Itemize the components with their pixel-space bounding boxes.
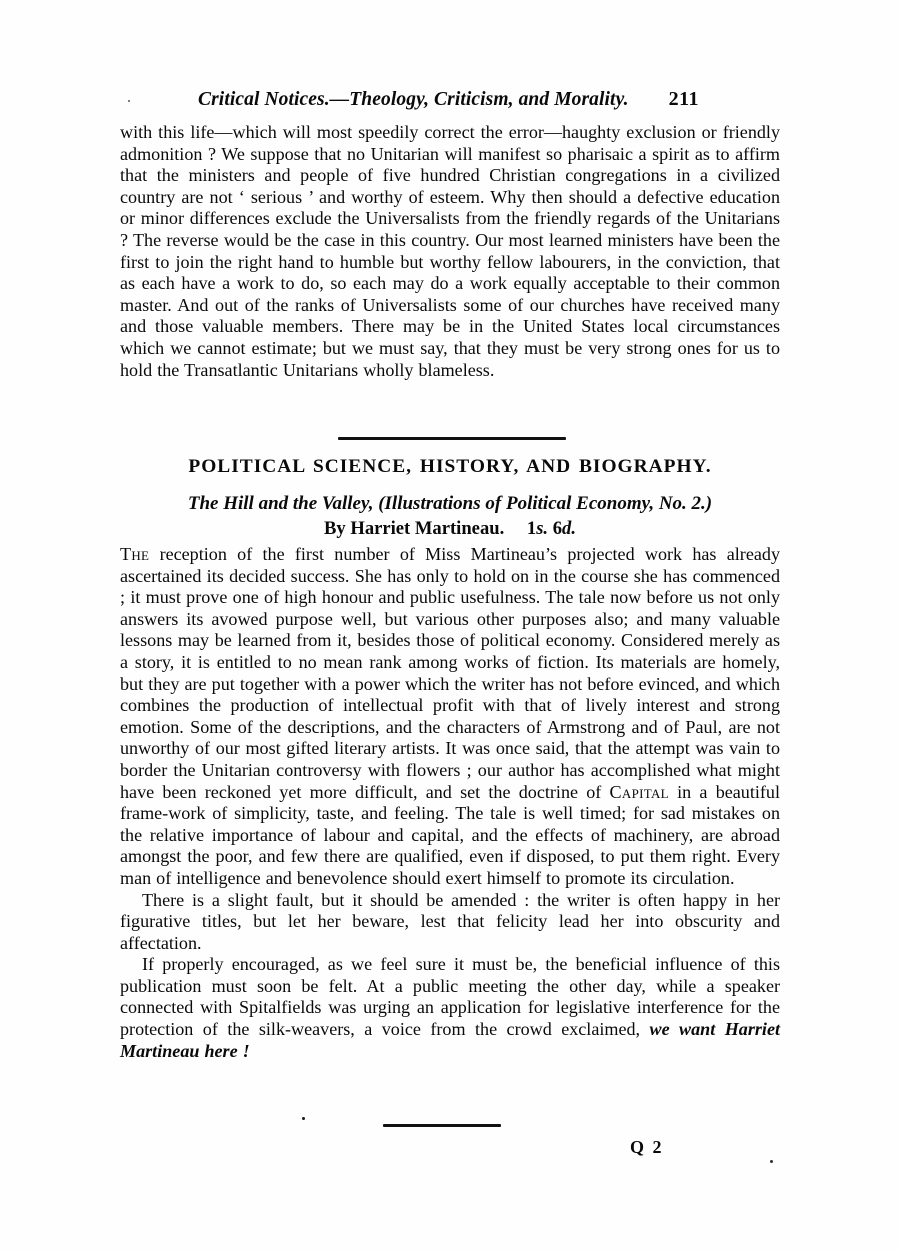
section-divider-rule [338,437,566,440]
running-head-title: Critical Notices.—Theology, Criticism, and Morality. [198,89,629,110]
price-pence-unit: d. [562,518,576,539]
capital-smallcaps-term: Capital [609,781,669,802]
ink-speck [302,1117,305,1120]
paragraph-opening-smallcaps: The [120,544,150,564]
ink-speck [770,1160,773,1163]
ink-speck [128,100,130,102]
quoted-exclamation: we want Harriet Martineau here ! [120,1019,780,1061]
paragraph [120,954,780,1062]
paragraph: There is a slight fault, but it should be amended : the writer is often happy in her figurative titles, but let her beware, lest that felicity lead her into obscurity and affectation. [120,889,780,953]
paragraph-body: reception of the first number of Miss Martineau’s projected work has already ascertained its decided success. She has only to hold on in the course she has commenced ; it must prove one of high honour and public usefulness. The tale now before us not only answers its avowed purpose well, but various other purposes also; and many valuable lessons may be learned from it, besides those of political economy. Considered merely as a story, it is entitled to no mean rank among works of fiction. Its materials are homely, but they are put together with a power which the writer has not before evinced, and which combines the production of intellectual profit with that of lively interest and strong emotion. Some of the descriptions, and the characters of Armstrong and of Paul, are not unworthy of our most gifted literary artists. It was once said, that the attempt was vain to border the Unitarian controversy with flowers ; our author has accomplished what might have been reckoned yet more difficult, and set the doctrine of [120,544,780,802]
price-pence-amount: 6 [548,518,563,539]
price-shilling-amount: 1 [526,518,537,539]
price-shilling-unit: s. [536,518,549,539]
paragraph [120,544,780,890]
footer-divider-rule [383,1124,501,1127]
review-text-block [120,544,780,1062]
book-author-byline: By Harriet Martineau. [324,518,505,539]
opening-text-block [120,122,780,381]
reviewed-book-byline-line [120,517,780,540]
page-folio-number: 211 [668,88,699,110]
book-price [527,518,576,539]
paragraph: with this life—which will most speedily correct the error—haughty exclusion or friendly admonition ? We suppose that no Unitarian will manifest so pharisaic a spirit as to affirm that the ministers and people of five hundred Christian congregations in a civilized country are not ‘ serious ’ and worthy of esteem. Why then should a defective education or minor differences exclude the Universalists from the friendly regards of the Unitarians ? The reverse would be the case in this country. Our most learned ministers have been the first to join the right hand to humble but worthy fellow labourers, in the conviction, that as each have a work to do, so each may do a work equally acceptable to their common master. And out of the ranks of Universalists some of our churches have received many and those valuable members. There may be in the United States local circumstances which we cannot estimate; but we must say, that they must be very strong ones for us to hold the Transatlantic Unitarians wholly blameless. [120,122,780,380]
reviewed-book-title: The Hill and the Valley, (Illustrations of Political Economy, No. 2.) [187,493,713,514]
running-head [120,88,780,111]
section-heading: POLITICAL SCIENCE, HISTORY, AND BIOGRAPHY. [188,456,712,477]
signature-mark: Q 2 [630,1137,664,1157]
paragraph-body: If properly encouraged, as we feel sure it must be, the beneficial influence of this publication must soon be felt. At a public meeting the other day, while a speaker connected with Spitalfields was urging an application for legislative interference for the protection of the silk-weavers, a voice from the crowd exclaimed, [120,954,780,1040]
paragraph-tail: in a beautiful frame-work of simplicity, taste, and feeling. The tale is well timed; for sad mistakes on the relative importance of labour and capital, and the effects of machinery, are abroad amongst the poor, and few there are qualified, even if disposed, to put them right. Every man of intelligence and benevolence should exert himself to promote its circulation. [120,781,780,888]
